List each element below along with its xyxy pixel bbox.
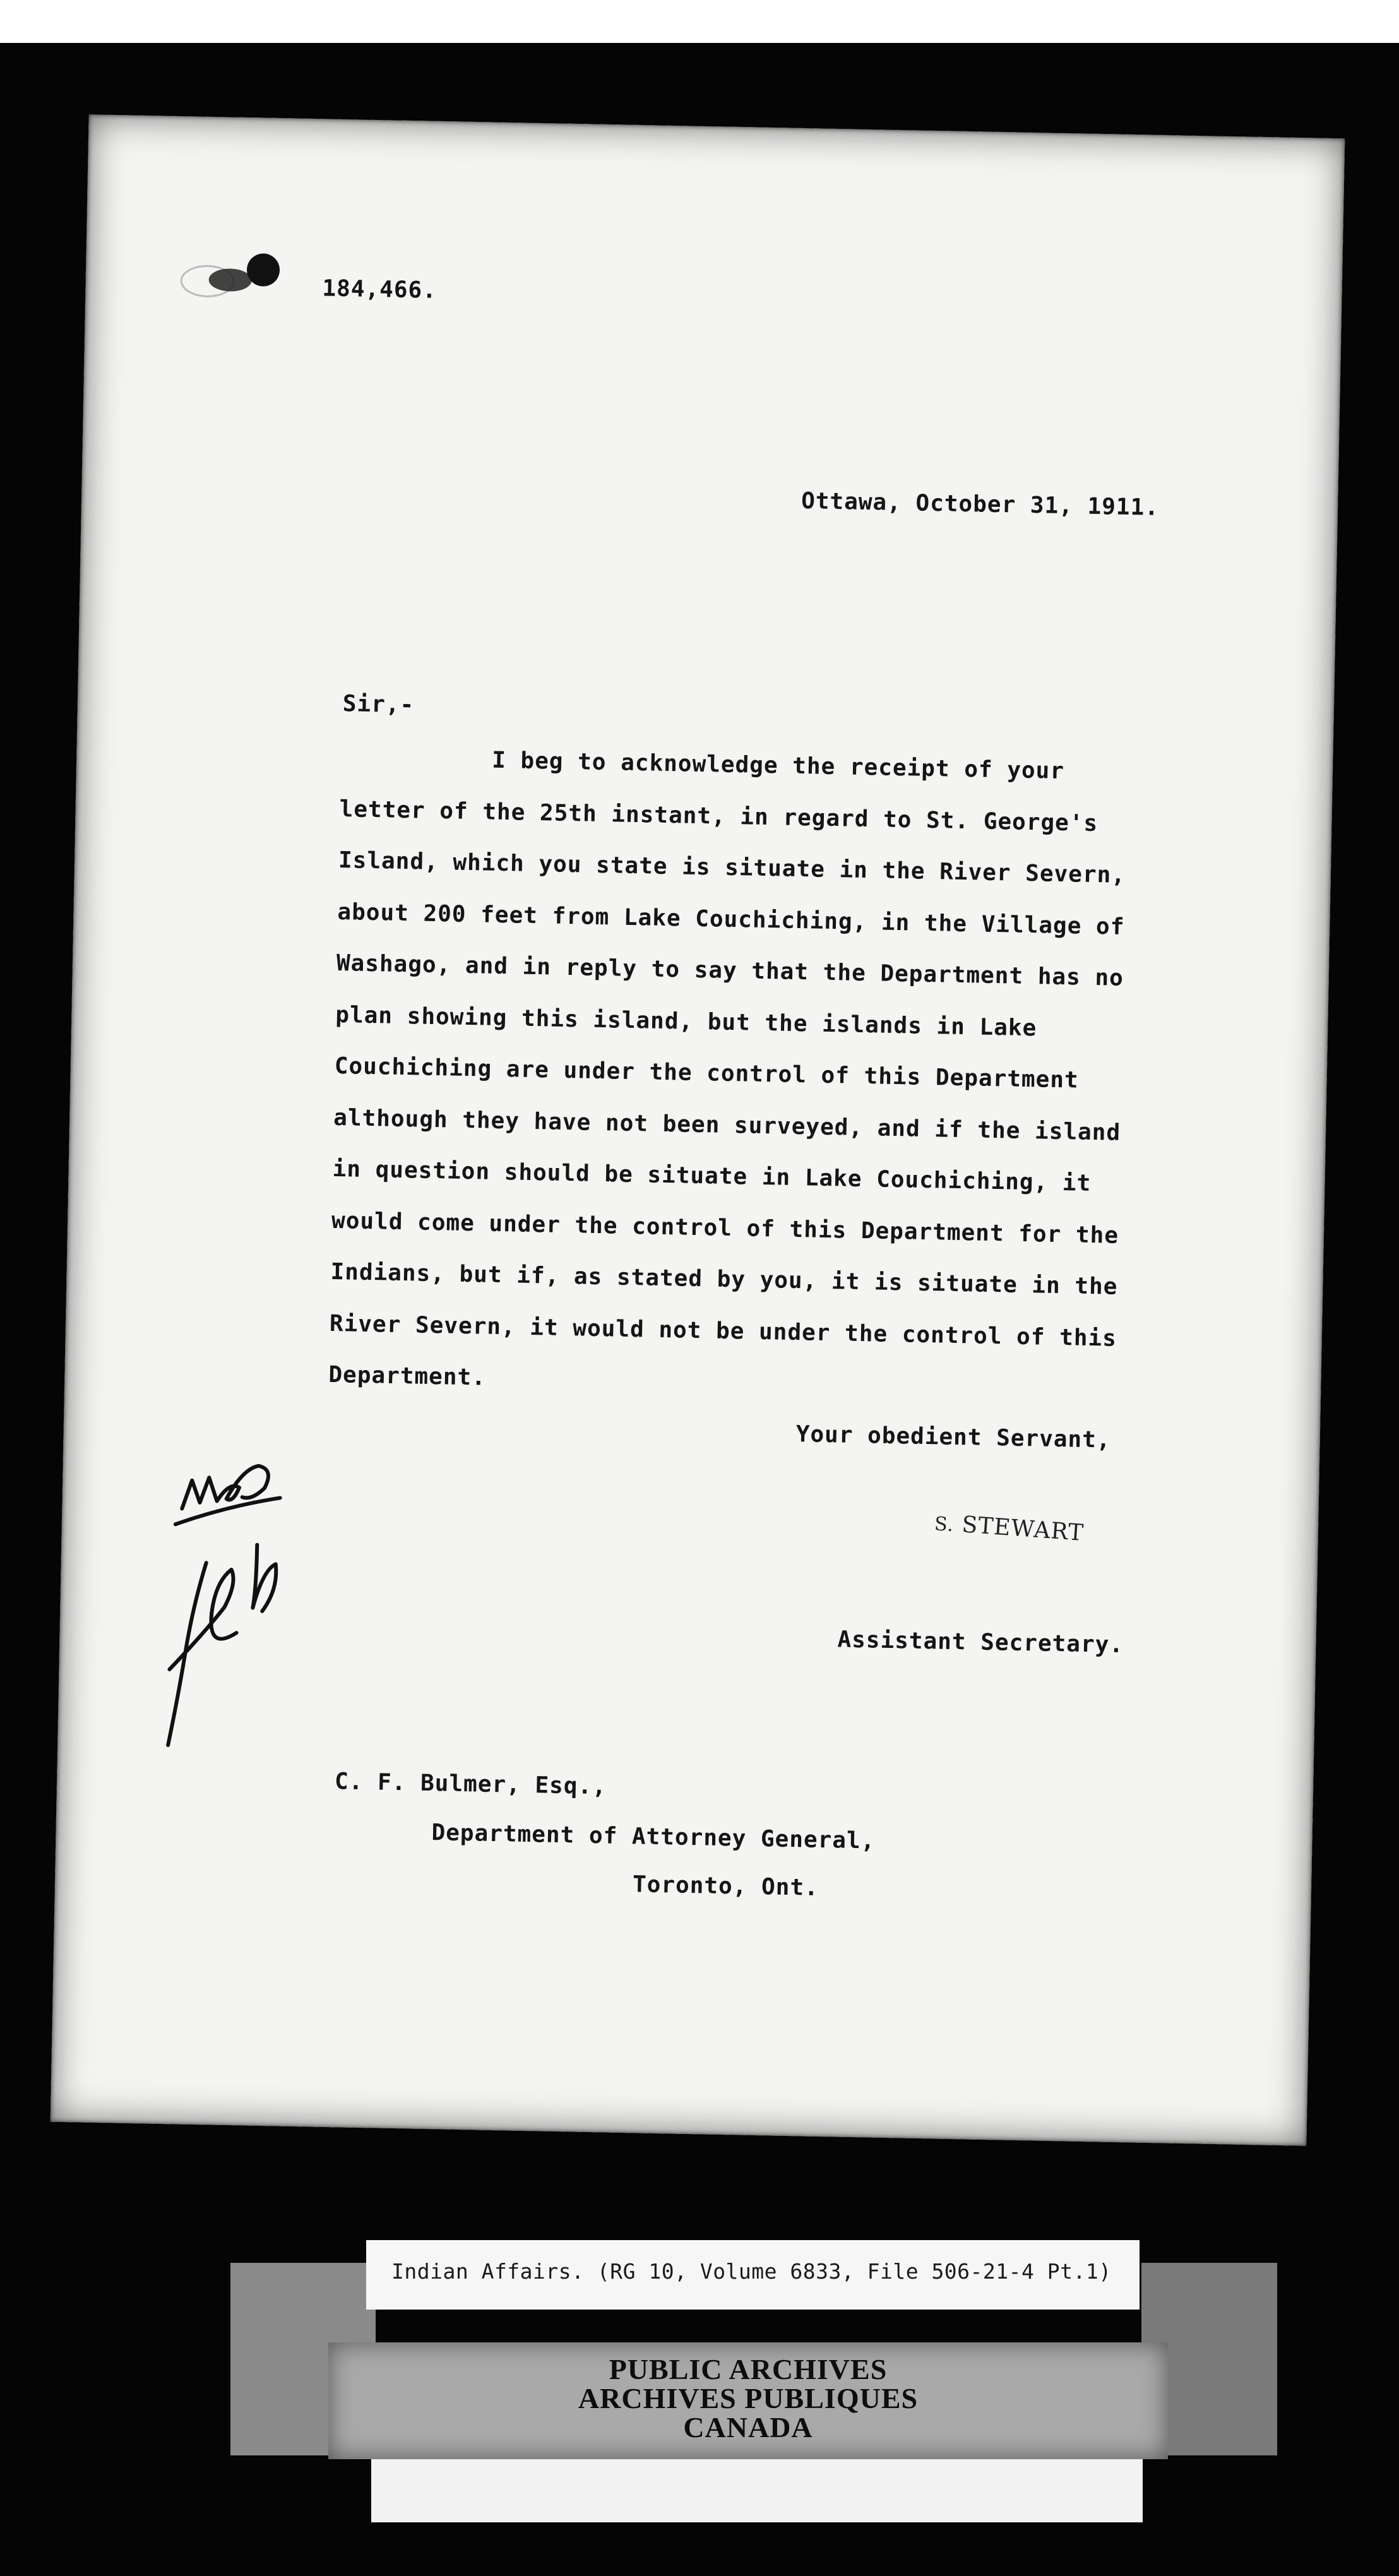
letter-page [51,114,1345,2146]
body-line: Washago, and in reply to say that the Department has no [336,950,1124,991]
body-line: River Severn, it would not be under the control of this [329,1310,1117,1352]
body-line: Department. [328,1361,487,1391]
archive-reference-label [366,2240,1140,2310]
salutation: Sir,- [342,691,415,719]
stamp-line: CANADA [683,2411,813,2443]
signature-stamp [934,1510,1085,1546]
signer-title: Assistant Secretary. [837,1626,1124,1659]
file-number: 184,466. [322,275,438,304]
signature-name: STEWART [961,1512,1085,1547]
stamp-line: PUBLIC ARCHIVES [609,2353,888,2385]
letter-body [328,732,1128,1416]
ink-blot [247,253,280,287]
stamp-line: ARCHIVES PUBLIQUES [578,2382,919,2414]
blank-label-card [371,2459,1143,2522]
body-line: in question should be situate in Lake Couchiching, it [332,1155,1092,1196]
body-line: Couchiching are under the control of this Department [334,1052,1080,1094]
recipient-city: Toronto, Ont. [632,1871,819,1901]
body-line: would come under the control of this Department for the [331,1207,1119,1249]
place-date: Ottawa, October 31, 1911. [801,487,1160,521]
archives-stamp [328,2342,1168,2459]
body-line: about 200 feet from Lake Couchiching, in the Village of [337,898,1125,940]
recipient-department: Department of Attorney General, [431,1820,876,1854]
archive-reference: Indian Affairs. (RG 10, Volume 6833, File 506-21-4 Pt.1) [391,2259,1112,2284]
signature-initial: S. [933,1513,955,1537]
recipient-name: C. F. Bulmer, Esq., [334,1768,607,1800]
body-line: Indians, but if, as stated by you, it is situate in the [330,1258,1118,1300]
body-line: plan showing this island, but the islands in Lake [335,1001,1037,1041]
body-line: although they have not been surveyed, and if the island [333,1104,1121,1146]
closing: Your obedient Servant, [795,1421,1111,1453]
body-line: I beg to acknowledge the receipt of your [491,747,1065,785]
body-line: letter of the 25th instant, in regard to St. George's [339,796,1098,837]
handwritten-initials [165,1442,310,1760]
body-line: Island, which you state is situate in the River Severn, [338,847,1126,888]
